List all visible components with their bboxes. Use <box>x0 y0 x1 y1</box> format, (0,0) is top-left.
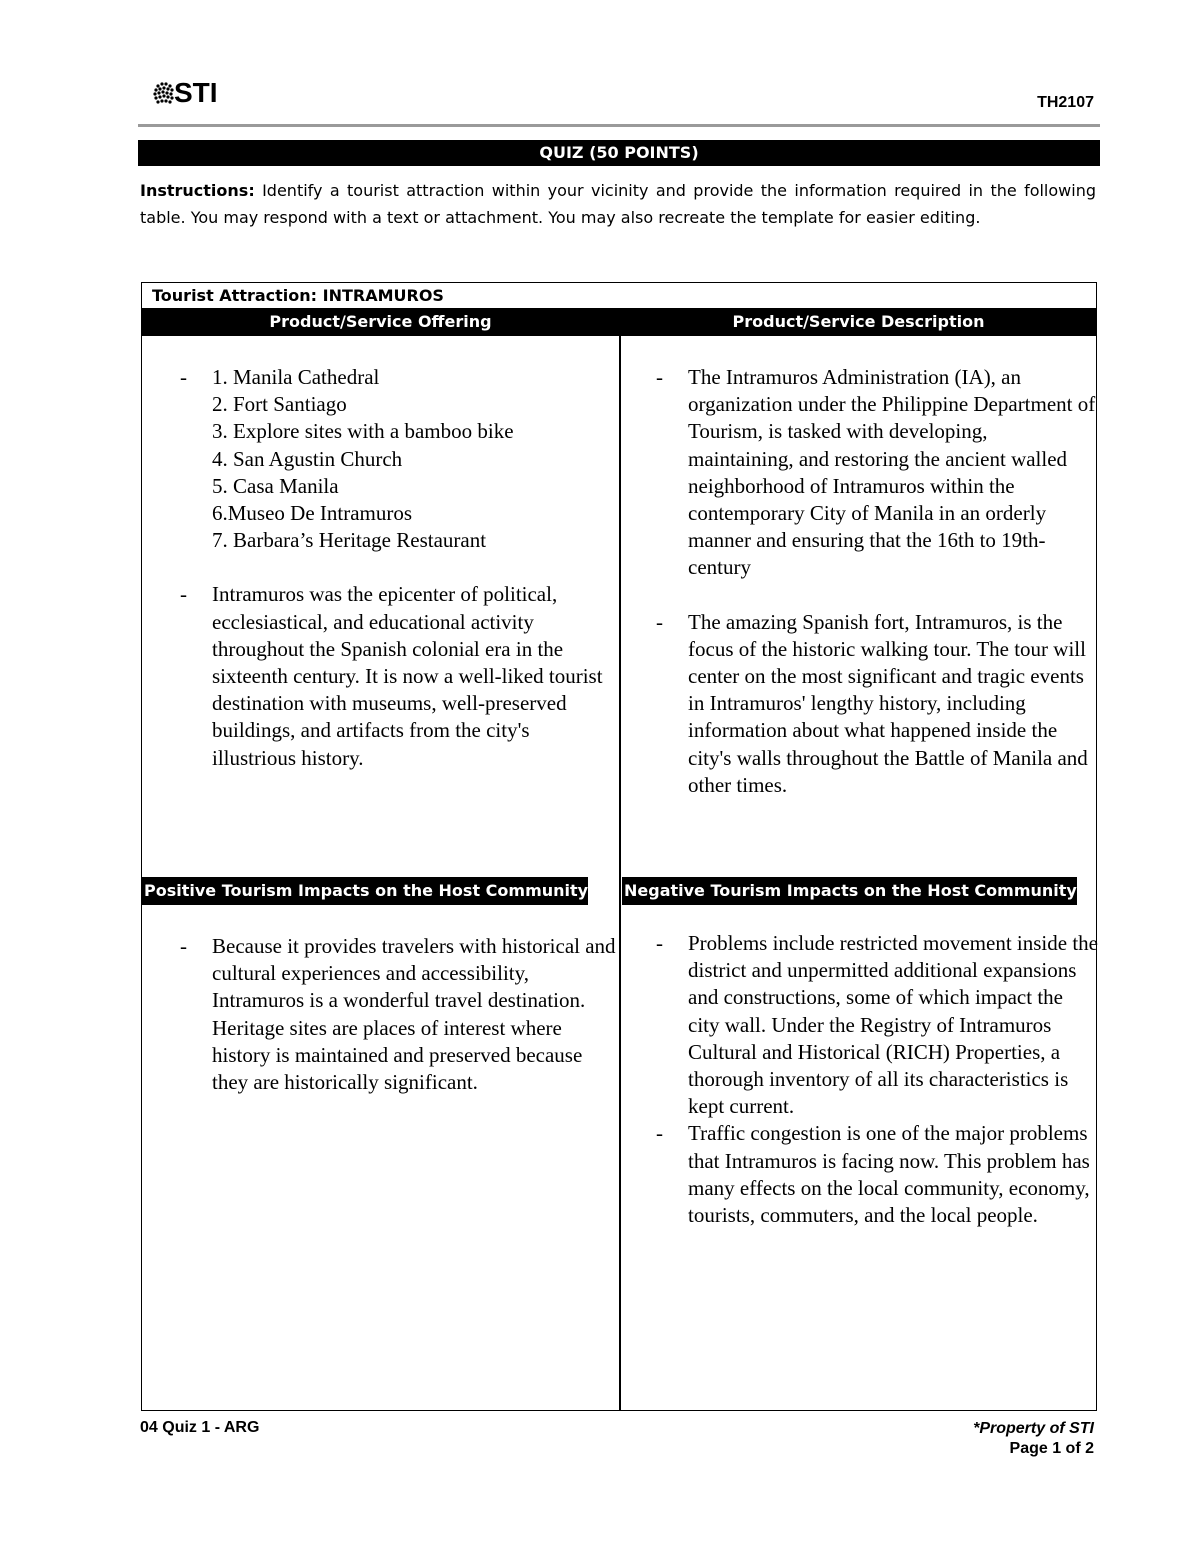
paragraph-text: Problems include restricted movement inside the district and unpermitted additional expansions and constructions, some of which impact the city wall. Under the Registry of Intramuros Cultural and Historical (RICH) Properties, a thorough inventory of all its characteristics is kept current. <box>688 931 1098 1119</box>
header-divider <box>138 124 1100 127</box>
bullet-dash: - <box>656 931 663 955</box>
property-notice: *Property of STI <box>973 1420 1094 1437</box>
positive-paragraph <box>180 933 620 1096</box>
globe-icon <box>152 78 174 108</box>
footer-right <box>973 1419 1094 1459</box>
footer-document-label: 04 Quiz 1 - ARG <box>140 1419 260 1436</box>
offering-paragraph <box>180 581 616 771</box>
list-item: 2. Fort Santiago <box>212 392 347 417</box>
list-item: 7. Barbara’s Heritage Restaurant <box>212 528 487 553</box>
quiz-title: QUIZ (50 POINTS) <box>138 140 1100 166</box>
instructions <box>140 178 1096 231</box>
bullet-dash: - <box>180 934 187 958</box>
negative-paragraph <box>656 930 1098 1120</box>
positive-impacts-header: Positive Tourism Impacts on the Host Community <box>142 877 588 905</box>
bullet-dash: - <box>656 365 663 389</box>
offering-header: Product/Service Offering <box>269 312 492 331</box>
negative-paragraph <box>656 1120 1098 1229</box>
paragraph-text: Because it provides travelers with historical and cultural experiences and accessibility, Intramuros is a wonderful travel destination. Heritage sites are places of interest where history is maintained and preserved because they are historically significant. <box>212 934 616 1095</box>
positive-impacts-cell <box>180 933 620 1096</box>
list-item: 5. Casa Manila <box>212 473 339 498</box>
attractions-list <box>212 364 616 554</box>
negative-impacts-cell <box>656 930 1098 1229</box>
offering-cell <box>180 364 616 772</box>
logo-wordmark: STI <box>174 77 218 108</box>
bullet-dash: - <box>180 582 187 607</box>
list-item: 1. Manila Cathedral <box>212 365 380 389</box>
bullet-dash: - <box>656 609 663 634</box>
description-cell <box>656 364 1098 799</box>
column-header-row <box>142 308 1096 336</box>
bullet-dash: - <box>180 365 187 389</box>
negative-impacts-header: Negative Tourism Impacts on the Host Community <box>622 877 1077 905</box>
list-item: 6.Museo De Intramuros <box>212 501 413 526</box>
description-paragraph <box>656 609 1098 799</box>
attraction-table <box>141 282 1097 1411</box>
paragraph-text: Intramuros was the epicenter of political, ecclesiastical, and educational activity throughout the Spanish colonial era in the sixteenth century. It is now a well-liked tourist destination with museums, well-preserved buildings, and artifacts from the city's illustrious history. <box>212 582 603 770</box>
paragraph-text: The amazing Spanish fort, Intramuros, is the focus of the historic walking tour. The tour will center on the most significant and tragic events in Intramuros' lengthy history, including information about what happened inside the city's walls throughout the Battle of Manila and other times. <box>688 609 1088 797</box>
bullet-dash: - <box>656 1121 663 1146</box>
description-header: Product/Service Description <box>732 312 985 331</box>
column-divider <box>619 336 621 1411</box>
offering-list-bullet <box>180 364 616 554</box>
instructions-text: Identify a tourist attraction within your vicinity and provide the information required in the following table. You may respond with a text or attachment. You may also recreate the template for easier editing. <box>140 181 1096 227</box>
list-item: 4. San Agustin Church <box>212 446 403 471</box>
instructions-label: Instructions: <box>140 181 255 200</box>
page-number: Page 1 of 2 <box>1009 1440 1094 1457</box>
sti-logo <box>152 76 218 110</box>
tourist-attraction-row: Tourist Attraction: INTRAMUROS <box>152 286 444 305</box>
paragraph-text: The Intramuros Administration (IA), an organization under the Philippine Department of Tourism, is tasked with developing, maintaining, and restoring the ancient walled neighborhood of Intramuros within the contemporary City of Manila in an orderly manner and ensuring that the 16th to 19th-century <box>688 365 1096 580</box>
list-item: 3. Explore sites with a bamboo bike <box>212 419 514 444</box>
description-paragraph <box>656 364 1098 582</box>
document-code: TH2107 <box>1037 94 1094 111</box>
paragraph-text: Traffic congestion is one of the major problems that Intramuros is facing now. This problem has many effects on the local community, economy, tourists, commuters, and the local people. <box>688 1121 1090 1228</box>
